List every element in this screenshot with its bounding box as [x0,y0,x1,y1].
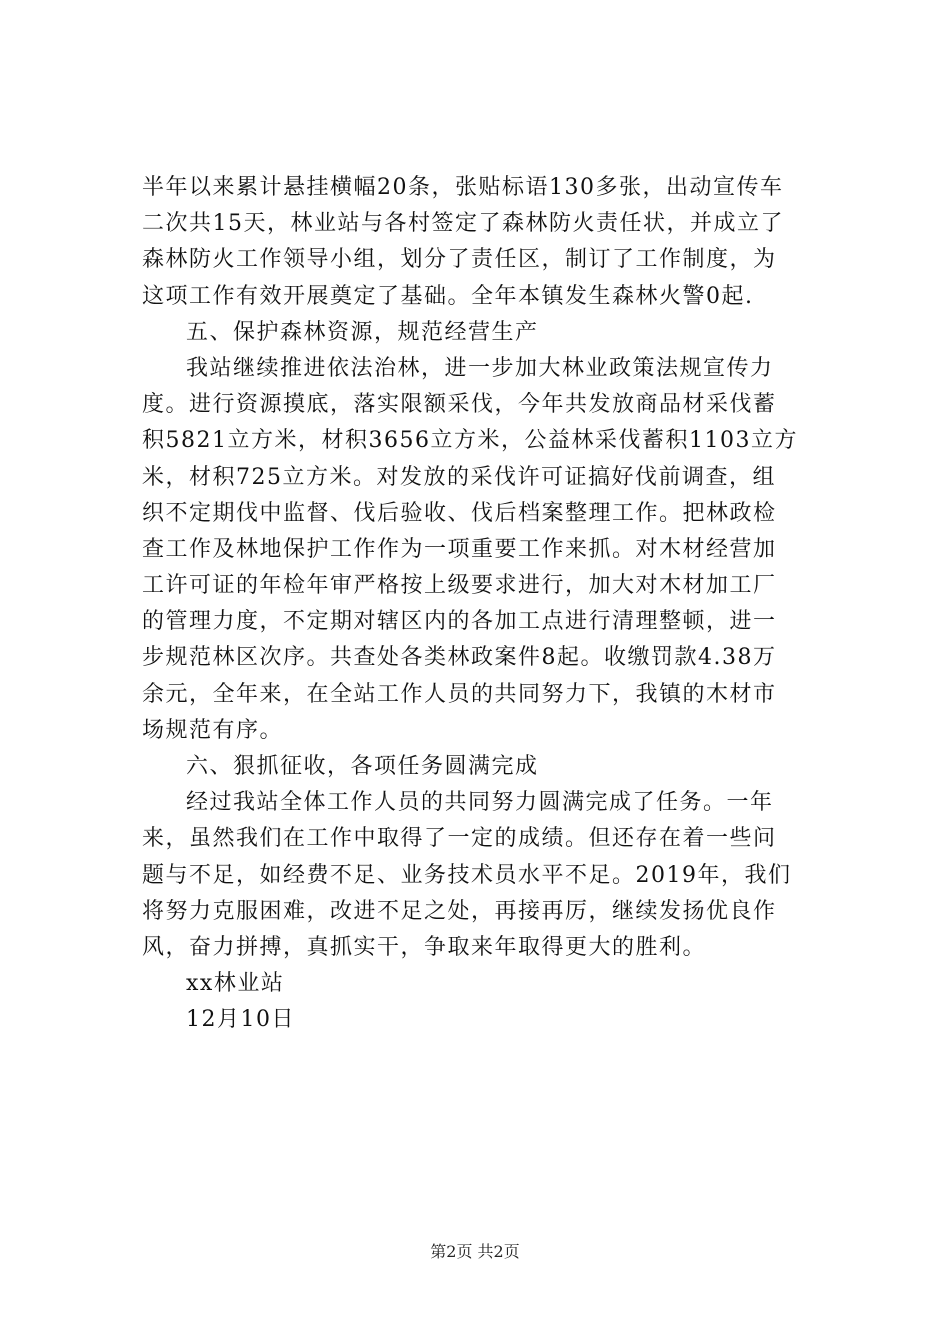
text-line: 风，奋力拼搏，真抓实干，争取来年取得更大的胜利。 [142,934,707,960]
text-line: 米，材积725立方米。对发放的采伐许可证搞好伐前调查，组 [142,464,776,490]
text-line: 六、狠抓征收，各项任务圆满完成 [186,754,539,779]
document-body [142,170,828,1039]
text-line: 经过我站全体工作人员的共同努力圆满完成了任务。一年 [186,790,774,816]
text-line: 织不定期伐中监督、伐后验收、伐后档案整理工作。把林政检 [142,500,777,526]
text-line: 半年以来累计悬挂横幅20条，张贴标语130多张，出动宣传车 [142,175,784,200]
text-line: 这项工作有效开展奠定了基础。全年本镇发生森林火警0起. [142,283,754,309]
text-line: xx林业站 [186,971,285,997]
text-line: 将努力克服困难，改进不足之处，再接再厉，继续发扬优良作 [142,898,777,924]
text-line: 查工作及林地保护工作作为一项重要工作来抓。对木材经营加 [142,536,777,562]
text-line: 12月10日 [186,1007,295,1033]
text-line: 场规范有序。 [142,717,284,743]
text-line: 题与不足，如经费不足、业务技术员水平不足。2019年，我们 [142,862,792,888]
text-line: 森林防火工作领导小组，划分了责任区，制订了工作制度，为 [142,247,777,273]
text-line: 我站继续推进依法治林，进一步加大林业政策法规宣传力 [186,355,774,381]
text-line: 的管理力度，不定期对辖区内的各加工点进行清理整顿，进一 [142,609,777,635]
page-footer: 第2页 共2页 [430,1242,520,1261]
text-line: 积5821立方米，材积3656立方米，公益林采伐蓄积1103立方 [142,428,798,454]
text-line: 工许可证的年检年审严格按上级要求进行，加大对木材加工厂 [142,573,777,599]
text-line: 二次共15天，林业站与各村签定了森林防火责任状，并成立了 [142,211,784,237]
text-line: 度。进行资源摸底，落实限额采伐，今年共发放商品材采伐蓄 [142,392,777,418]
text-line: 来，虽然我们在工作中取得了一定的成绩。但还存在着一些问 [142,826,777,852]
text-line: 五、保护森林资源，规范经营生产 [186,319,539,345]
text-line: 余元，全年来，在全站工作人员的共同努力下，我镇的木材市 [142,681,777,707]
text-line: 步规范林区次序。共查处各类林政案件8起。收缴罚款4.38万 [142,645,777,671]
